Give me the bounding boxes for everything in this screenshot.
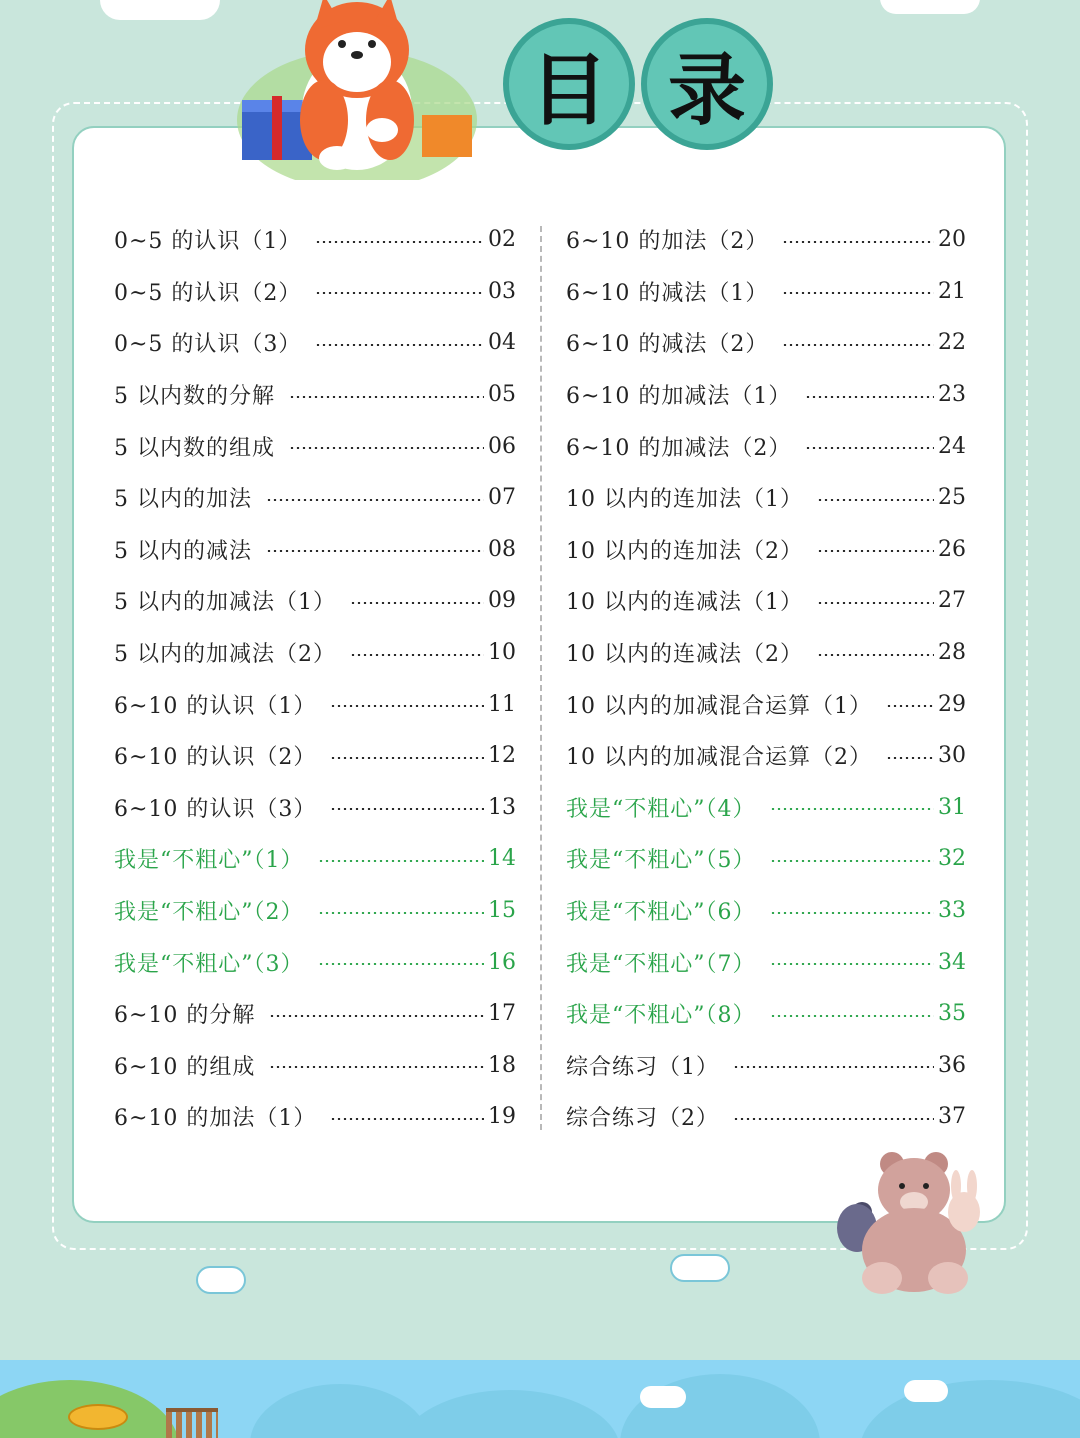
toc-entry-title: 我是“不粗心”（5） [566, 848, 756, 874]
toc-entry-page-number: 35 [938, 1001, 966, 1027]
fence-icon [166, 1408, 218, 1438]
dot-leader [886, 705, 934, 707]
toc-entry[interactable] [566, 678, 966, 730]
toc-entry[interactable] [114, 472, 516, 524]
cloud-small-center [670, 1254, 730, 1282]
toc-entry-title: 6~10 的加减法（2） [566, 435, 792, 461]
toc-entry-title: 6~10 的加减法（1） [566, 384, 792, 410]
toc-entry[interactable] [566, 214, 966, 266]
toc-entry-page-number: 04 [488, 330, 516, 356]
toc-entry-title: 我是“不粗心”（8） [566, 1003, 756, 1029]
dot-leader [315, 292, 484, 294]
toc-entry[interactable] [566, 369, 966, 421]
toc-entry-page-number: 25 [938, 485, 966, 511]
toc-entry-title: 0~5 的认识（2） [114, 280, 302, 306]
toc-entry-title: 5 以内数的组成 [114, 435, 275, 461]
toc-entry[interactable] [114, 524, 516, 576]
shiba-dog-illustration [232, 0, 482, 180]
toc-entry[interactable] [566, 833, 966, 885]
toc-entry-page-number: 36 [938, 1052, 966, 1078]
toc-entry[interactable] [114, 369, 516, 421]
dot-leader [770, 912, 935, 914]
toc-entry-title: 6~10 的分解 [114, 1003, 256, 1029]
toc-entry[interactable] [566, 1040, 966, 1092]
hill [400, 1390, 620, 1438]
toc-entry[interactable] [566, 317, 966, 369]
toc-entry-page-number: 21 [938, 278, 966, 304]
toc-entry-title: 我是“不粗心”（7） [566, 951, 756, 977]
cloud-banner [640, 1386, 686, 1408]
toc-entry-page-number: 03 [488, 278, 516, 304]
toc-entry[interactable] [566, 524, 966, 576]
dot-leader [330, 808, 484, 810]
dot-leader [805, 396, 934, 398]
toc-entry[interactable] [566, 420, 966, 472]
toc-entry-title: 6~10 的认识（2） [114, 745, 317, 771]
dot-leader [782, 344, 934, 346]
toc-entry[interactable] [114, 1040, 516, 1092]
cloud-banner [904, 1380, 948, 1402]
toc-column-left [114, 214, 516, 1143]
toc-entry[interactable] [566, 730, 966, 782]
toc-entry-page-number: 28 [938, 640, 966, 666]
toc-entry-page-number: 06 [488, 433, 516, 459]
dot-leader [733, 1118, 934, 1120]
coin-icon [68, 1404, 128, 1430]
toc-entry-title: 5 以内数的分解 [114, 384, 275, 410]
toc-entry-page-number: 05 [488, 382, 516, 408]
dot-leader [817, 550, 934, 552]
toc-entry-title: 综合练习（2） [566, 1106, 719, 1132]
dot-leader [770, 963, 935, 965]
toc-entry[interactable] [566, 575, 966, 627]
toc-entry[interactable] [114, 936, 516, 988]
toc-entry[interactable] [566, 627, 966, 679]
toc-entry-title: 6~10 的加法（2） [566, 229, 769, 255]
toc-entry[interactable] [566, 266, 966, 318]
cloud-top-left [100, 0, 220, 20]
dot-leader [289, 396, 484, 398]
toc-entry-page-number: 30 [938, 743, 966, 769]
toc-entry-title: 6~10 的认识（3） [114, 796, 317, 822]
toc-entry-page-number: 32 [938, 846, 966, 872]
hill [250, 1384, 430, 1438]
toc-entry-page-number: 13 [488, 794, 516, 820]
toc-entry[interactable] [114, 885, 516, 937]
dot-leader [350, 602, 484, 604]
toc-entry-page-number: 08 [488, 536, 516, 562]
toc-entry[interactable] [114, 678, 516, 730]
toc-entry-title: 10 以内的加减混合运算（1） [566, 693, 872, 719]
cloud-top-right [880, 0, 980, 14]
toc-entry-page-number: 14 [488, 846, 516, 872]
dot-leader [770, 1015, 935, 1017]
column-divider [540, 226, 542, 1130]
dot-leader [330, 757, 484, 759]
toc-entry-page-number: 20 [938, 227, 966, 253]
toc-entry-page-number: 07 [488, 485, 516, 511]
dot-leader [782, 292, 934, 294]
dot-leader [817, 499, 934, 501]
toc-entry[interactable] [114, 627, 516, 679]
toc-entry-page-number: 09 [488, 588, 516, 614]
toc-entry-page-number: 22 [938, 330, 966, 356]
toc-entry-page-number: 29 [938, 691, 966, 717]
toc-entry-title: 我是“不粗心”（4） [566, 796, 756, 822]
toc-entry-page-number: 27 [938, 588, 966, 614]
toc-entry[interactable] [114, 1091, 516, 1143]
toc-entry-page-number: 10 [488, 640, 516, 666]
dot-leader [330, 705, 484, 707]
toc-entry-title: 我是“不粗心”（6） [566, 900, 756, 926]
dot-leader [770, 860, 935, 862]
toc-entry-title: 5 以内的加减法（1） [114, 590, 336, 616]
dot-leader [318, 912, 485, 914]
toc-entry-page-number: 12 [488, 743, 516, 769]
toc-entry[interactable] [114, 266, 516, 318]
toc-entry-title: 10 以内的连加法（1） [566, 487, 803, 513]
dot-leader [266, 550, 484, 552]
toc-entry-page-number: 02 [488, 227, 516, 253]
toc-entry-title: 5 以内的减法 [114, 538, 252, 564]
toc-entry-title: 6~10 的加法（1） [114, 1106, 317, 1132]
toc-entry-title: 0~5 的认识（1） [114, 229, 302, 255]
dot-leader [805, 447, 934, 449]
toc-entry[interactable] [114, 782, 516, 834]
toc-entry-title: 10 以内的连加法（2） [566, 538, 803, 564]
toc-entry-title: 我是“不粗心”（1） [114, 848, 304, 874]
toc-entry-page-number: 15 [488, 898, 516, 924]
dot-leader [266, 499, 484, 501]
dot-leader [350, 654, 484, 656]
toc-entry-title: 10 以内的连减法（2） [566, 642, 803, 668]
toc-column-right [566, 214, 966, 1143]
toc-entry-title: 5 以内的加减法（2） [114, 642, 336, 668]
dot-leader [886, 757, 934, 759]
dot-leader [315, 241, 484, 243]
toc-entry-page-number: 23 [938, 382, 966, 408]
toc-entry-title: 10 以内的加减混合运算（2） [566, 745, 872, 771]
dot-leader [318, 963, 485, 965]
dot-leader [318, 860, 485, 862]
dot-leader [269, 1066, 484, 1068]
toc-entry-page-number: 26 [938, 536, 966, 562]
bottom-banner [0, 1360, 1080, 1438]
toc-entry[interactable] [566, 885, 966, 937]
toc-entry-title: 6~10 的组成 [114, 1054, 256, 1080]
toc-entry-title: 10 以内的连减法（1） [566, 590, 803, 616]
toc-entry[interactable] [114, 730, 516, 782]
toc-entry-page-number: 34 [938, 949, 966, 975]
dot-leader [330, 1118, 484, 1120]
toc-entry[interactable] [566, 1091, 966, 1143]
toc-entry-page-number: 37 [938, 1104, 966, 1130]
toc-entry[interactable] [114, 833, 516, 885]
toc-entry-page-number: 33 [938, 898, 966, 924]
toc-entry-page-number: 16 [488, 949, 516, 975]
toc-entry-page-number: 19 [488, 1104, 516, 1130]
dot-leader [817, 602, 934, 604]
toc-entry-title: 6~10 的减法（2） [566, 332, 769, 358]
toc-entry-title: 0~5 的认识（3） [114, 332, 302, 358]
toc-entry[interactable] [114, 988, 516, 1040]
toc-entry-page-number: 17 [488, 1001, 516, 1027]
toc-entry-title: 5 以内的加法 [114, 487, 252, 513]
toc-entry-page-number: 11 [488, 691, 516, 717]
toc-entry[interactable] [566, 936, 966, 988]
toc-entry[interactable] [114, 317, 516, 369]
dot-leader [289, 447, 484, 449]
teddy-bear-illustration [832, 1150, 1002, 1300]
toc-entry-page-number: 31 [938, 794, 966, 820]
toc-entry-title: 6~10 的认识（1） [114, 693, 317, 719]
toc-entry[interactable] [114, 420, 516, 472]
toc-entry-title: 我是“不粗心”（3） [114, 951, 304, 977]
hill [860, 1380, 1080, 1438]
dot-leader [315, 344, 484, 346]
toc-entry[interactable] [114, 575, 516, 627]
toc-entry[interactable] [114, 214, 516, 266]
title-char-2: 录 [641, 18, 773, 150]
toc-entry-title: 我是“不粗心”（2） [114, 900, 304, 926]
toc-entry-page-number: 18 [488, 1052, 516, 1078]
toc-entry[interactable] [566, 472, 966, 524]
toc-entry[interactable] [566, 988, 966, 1040]
toc-entry-page-number: 24 [938, 433, 966, 459]
dot-leader [817, 654, 934, 656]
dot-leader [770, 808, 935, 810]
toc-entry-title: 6~10 的减法（1） [566, 280, 769, 306]
title-char-1: 目 [503, 18, 635, 150]
dot-leader [782, 241, 934, 243]
dot-leader [269, 1015, 484, 1017]
toc-entry[interactable] [566, 782, 966, 834]
toc-entry-title: 综合练习（1） [566, 1054, 719, 1080]
dot-leader [733, 1066, 934, 1068]
cloud-small-left [196, 1266, 246, 1294]
